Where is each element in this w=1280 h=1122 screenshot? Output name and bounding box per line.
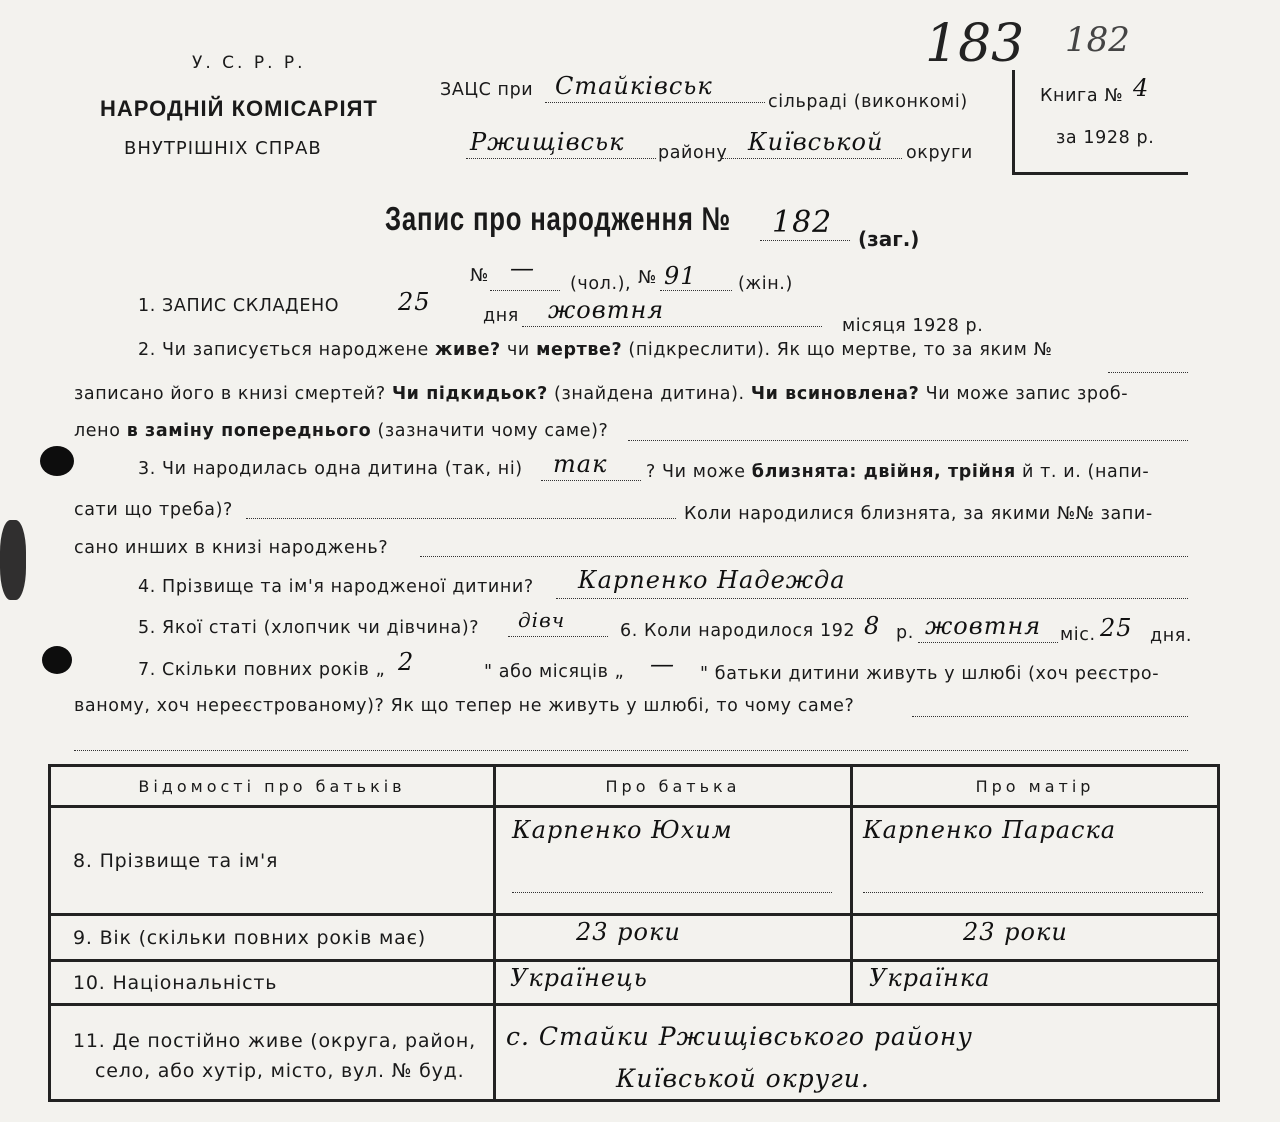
item6-month: жовтня <box>925 612 1042 640</box>
item6-dnia: дня. <box>1150 626 1193 646</box>
item6-mis: міс. <box>1060 625 1096 645</box>
record-suffix: (заг.) <box>858 227 920 251</box>
okruha-suffix: округи <box>906 143 973 163</box>
male-no-value: — <box>510 254 535 282</box>
item3-line2-dots <box>246 518 676 519</box>
header-father: Про батька <box>495 766 852 807</box>
header-mother: Про матір <box>852 766 1219 807</box>
zacs-label: ЗАЦС при <box>440 80 534 100</box>
item3-text-a: 3. Чи народилась одна дитина (так, ні) <box>138 459 523 479</box>
item7-line3-dots <box>74 750 1188 751</box>
book-label: Книга № <box>1040 86 1124 106</box>
father-name: Карпенко Юхим <box>512 816 733 844</box>
item3-text-b: ? Чи може <box>646 462 746 482</box>
record-number: 182 <box>772 205 833 240</box>
item2-replace: в заміну попереднього <box>126 421 372 441</box>
female-no-line <box>660 290 732 291</box>
row11-label-line1: 11. Де постійно живе (округа, район, <box>73 1030 476 1052</box>
book-year: за 1928 р. <box>1056 128 1155 148</box>
item2-text-c: (підкреслити). Як що мертве, то за яким № <box>628 340 1053 360</box>
mother-name-line <box>863 892 1203 893</box>
ink-spot <box>0 520 26 600</box>
row10-mother-cell <box>852 961 1219 1005</box>
item2-foundling: Чи підкидьок? <box>391 384 548 404</box>
archive-number-secondary: 182 <box>1065 20 1130 60</box>
item3-text-c: й т. и. (напи- <box>1022 462 1150 482</box>
item7-text-b: " або місяців „ <box>484 662 625 682</box>
row8-father-cell <box>495 807 852 915</box>
commissariat-title: НАРОДНІЙ КОМІСАРІЯТ <box>100 96 378 121</box>
item3-line2-a: сати що треба)? <box>74 500 233 520</box>
male-no-line <box>490 290 560 291</box>
row11-label-cell <box>50 1005 495 1101</box>
item2-adopted: Чи всиновлена? <box>750 384 920 404</box>
item1-day: 25 <box>398 288 431 316</box>
book-number: 4 <box>1133 74 1150 102</box>
item4-label: 4. Прізвище та ім'я народженої дитини? <box>138 577 534 597</box>
item3-line3-dots <box>420 556 1188 557</box>
table-header-row <box>50 766 1219 807</box>
header-parents-info: Відомості про батьків <box>50 766 495 807</box>
row8-label: 8. Прізвище та ім'я <box>50 807 495 915</box>
row11-address-cell <box>495 1005 1219 1101</box>
okruha-value: Київськой <box>748 128 884 156</box>
row8-mother-cell <box>852 807 1219 915</box>
village-council-value: Стайківськ <box>555 72 713 100</box>
item6-month-line <box>918 642 1058 643</box>
item7-months: — <box>650 650 675 678</box>
item6-year-digit: 8 <box>864 612 881 640</box>
item1-label: 1. ЗАПИС СКЛАДЕНО <box>138 296 340 316</box>
female-label: (жін.) <box>738 274 793 294</box>
item7-text-c: " батьки дитини живуть у шлюбі (хоч реєстро- <box>700 664 1160 684</box>
item1-month: жовтня <box>548 296 665 324</box>
item3-value: так <box>553 450 608 478</box>
item6-label: 6. Коли народилося 192 <box>620 621 856 641</box>
row9-label: 9. Вік (скільки повних років має) <box>50 915 495 961</box>
parents-table <box>48 764 1220 1102</box>
item2-line2-b: (знайдена дитина). <box>554 384 745 404</box>
mother-name: Карпенко Параска <box>863 816 1117 844</box>
item2-text-a: 2. Чи записується народжене <box>138 340 429 360</box>
female-no-value: 91 <box>664 262 697 290</box>
item2-text-b: чи <box>506 340 530 360</box>
item5-value: дівч <box>518 608 566 632</box>
item3-line3: сано инших в книзі народжень? <box>74 538 389 558</box>
district-value: Ржищівськ <box>470 128 625 156</box>
archive-number: 183 <box>925 14 1025 74</box>
table-row <box>50 961 1219 1005</box>
item6-year-r: р. <box>896 623 914 643</box>
item2-alive: живе? <box>435 340 501 360</box>
table-row <box>50 1005 1219 1101</box>
ink-spot <box>40 446 74 476</box>
male-label: (чол.), <box>570 274 632 294</box>
item7-text-a: 7. Скільки повних років „ <box>138 660 386 680</box>
item2-reason-line <box>628 440 1188 441</box>
district-suffix: району <box>658 143 728 163</box>
item1-year: місяця 1928 р. <box>842 316 984 336</box>
item7-line2-dots <box>912 716 1188 717</box>
item3-line2-b: Коли народилися близнята, за якими №№ запи- <box>684 504 1153 524</box>
item5-line <box>508 636 608 637</box>
village-council-line <box>545 102 765 103</box>
item2-line3-a: лено <box>74 421 121 441</box>
item2-line3-b: (зазначити чому саме)? <box>377 421 609 441</box>
item6-day: 25 <box>1100 614 1133 642</box>
address-line2: Київськой округи. <box>616 1064 870 1093</box>
department-title: ВНУТРІШНІХ СПРАВ <box>124 138 322 159</box>
father-age: 23 роки <box>576 918 681 946</box>
item1-day-label: дня <box>483 306 519 326</box>
mother-nationality: Українка <box>869 964 991 992</box>
ink-spot <box>42 646 72 674</box>
item2-death-no-line <box>1108 372 1188 373</box>
item7-years: 2 <box>398 648 415 676</box>
item2-line2-a: записано його в книзі смертей? <box>74 384 386 404</box>
item5-label: 5. Якої статі (хлопчик чи дівчина)? <box>138 618 480 638</box>
father-name-line <box>512 892 832 893</box>
district-line <box>466 158 656 159</box>
item4-line <box>556 598 1188 599</box>
father-nationality: Українець <box>510 964 648 992</box>
record-title: Запис про народження № <box>385 200 732 237</box>
item3-value-line <box>541 480 641 481</box>
table-row <box>50 807 1219 915</box>
item2-dead: мертве? <box>536 340 623 360</box>
row10-father-cell <box>495 961 852 1005</box>
address-line1: с. Стайки Ржищівського району <box>506 1022 973 1051</box>
record-number-line <box>760 240 850 241</box>
item3-twins: близнята: двійня, трійня <box>751 462 1016 482</box>
item2-line2-c: Чи може запис зроб- <box>925 384 1129 404</box>
item7-line2: ваному, хоч нереєстрованому)? Як що тепер не живуть у шлюбі, то чому саме? <box>74 696 855 716</box>
row9-father-cell <box>495 915 852 961</box>
table-row <box>50 915 1219 961</box>
row10-label: 10. Національність <box>50 961 495 1005</box>
row11-label-line2: село, або хутір, місто, вул. № буд. <box>95 1060 465 1082</box>
item4-value: Карпенко Надежда <box>578 566 846 594</box>
okruha-line <box>722 158 902 159</box>
row9-mother-cell <box>852 915 1219 961</box>
mother-age: 23 роки <box>963 918 1068 946</box>
council-suffix: сільраді (виконкомі) <box>768 92 968 112</box>
republic-label: У. С. Р. Р. <box>192 53 306 73</box>
male-no-label: № <box>470 266 489 286</box>
female-no-label: № <box>638 268 657 288</box>
item1-month-line <box>522 326 822 327</box>
